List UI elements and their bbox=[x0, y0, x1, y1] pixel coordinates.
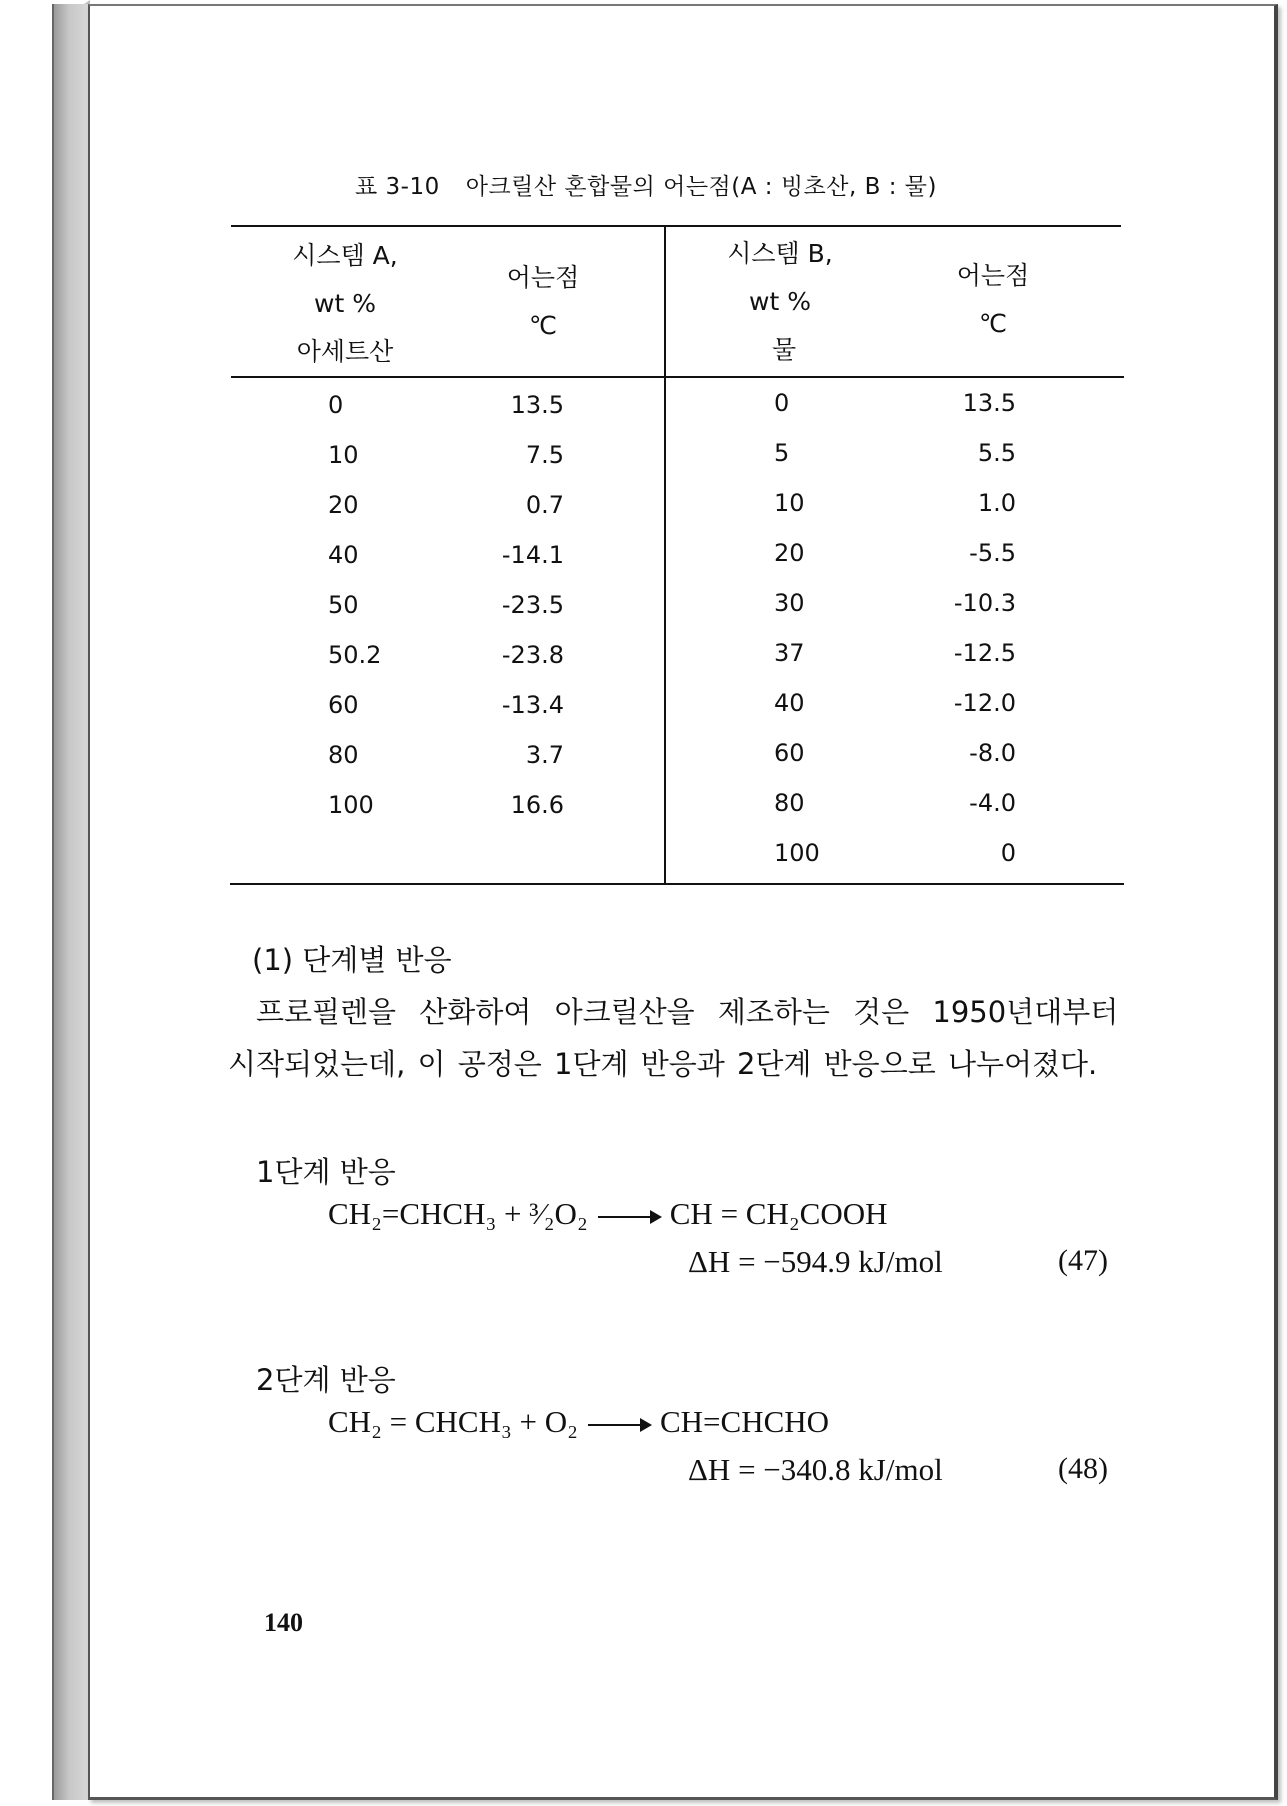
table-cell-b-fp: -10.3 bbox=[953, 589, 1016, 617]
header-system-b-line2: wt % bbox=[749, 287, 811, 316]
step2-enthalpy: ΔH = −340.8 kJ/mol bbox=[688, 1452, 943, 1487]
header-system-b bbox=[700, 230, 860, 374]
table-cell-b-fp: 5.5 bbox=[977, 439, 1016, 467]
header-system-a-line2: wt % bbox=[314, 289, 376, 318]
table-top-rule bbox=[231, 225, 1121, 227]
table-cell-b-wt: 30 bbox=[774, 589, 805, 617]
paragraph-line-2: 시작되었는데, 이 공정은 1단계 반응과 2단계 반응으로 나누어졌다. bbox=[228, 1047, 1098, 1081]
table-cell-b-wt: 60 bbox=[774, 739, 805, 767]
table-cell-a-wt: 0 bbox=[328, 391, 344, 419]
table-cell-a-fp: -13.4 bbox=[501, 691, 564, 719]
table-cell-a-fp: -23.8 bbox=[501, 641, 564, 669]
step2-equation bbox=[328, 1404, 829, 1440]
header-system-a-line1: 시스템 A, bbox=[292, 241, 398, 270]
table-cell-b-wt: 20 bbox=[774, 539, 805, 567]
table-cell-b-fp: -8.0 bbox=[969, 739, 1016, 767]
step2-equation-number: (48) bbox=[1058, 1452, 1108, 1485]
table-cell-a-wt: 20 bbox=[328, 491, 359, 519]
table-cell-a-wt: 100 bbox=[328, 791, 374, 819]
header-system-a bbox=[270, 232, 420, 376]
reaction-arrow-icon bbox=[588, 1424, 650, 1426]
step1-equation-number: (47) bbox=[1058, 1244, 1108, 1277]
header-system-b-line1: 시스템 B, bbox=[727, 239, 833, 268]
table-cell-b-fp: 0 bbox=[1000, 839, 1016, 867]
table-bottom-rule bbox=[230, 883, 1124, 885]
step2-rhs: CH=CHCHO bbox=[659, 1404, 830, 1439]
table-cell-a-wt: 60 bbox=[328, 691, 359, 719]
step1-equation bbox=[328, 1196, 888, 1232]
header-fp-a-line2: ℃ bbox=[528, 311, 558, 340]
table-cell-b-wt: 80 bbox=[774, 789, 805, 817]
step2-lhs: CH₂ = CHCH₃ + O₂ bbox=[328, 1404, 578, 1439]
table-cell-a-wt: 40 bbox=[328, 541, 359, 569]
table-caption-title: 아크릴산 혼합물의 어는점(A : 빙초산, B : 물) bbox=[465, 174, 937, 200]
table-cell-b-wt: 5 bbox=[774, 439, 790, 467]
step1-enthalpy: ΔH = −594.9 kJ/mol bbox=[688, 1244, 943, 1279]
table-cell-b-fp: 13.5 bbox=[962, 389, 1016, 417]
page-number: 140 bbox=[264, 1608, 303, 1637]
table-cell-b-wt: 10 bbox=[774, 489, 805, 517]
reaction-arrow-icon bbox=[598, 1216, 660, 1218]
table-cell-a-wt: 10 bbox=[328, 441, 359, 469]
table-cell-b-fp: -12.0 bbox=[953, 689, 1016, 717]
header-fp-a-line1: 어는점 bbox=[506, 263, 580, 292]
table-cell-b-fp: -4.0 bbox=[969, 789, 1016, 817]
step2-label: 2단계 반응 bbox=[256, 1363, 396, 1397]
header-fp-b bbox=[928, 252, 1058, 348]
header-fp-a bbox=[478, 254, 608, 350]
step1-label: 1단계 반응 bbox=[256, 1155, 396, 1189]
table-caption bbox=[355, 168, 937, 201]
table-caption-number: 표 3-10 bbox=[355, 174, 440, 200]
table-center-divider bbox=[664, 226, 666, 884]
table-cell-b-fp: -12.5 bbox=[953, 639, 1016, 667]
table-cell-a-wt: 50.2 bbox=[328, 641, 382, 669]
table-cell-a-fp: -23.5 bbox=[501, 591, 564, 619]
step1-lhs: CH₂=CHCH₃ + ³⁄₂O₂ bbox=[328, 1196, 588, 1231]
table-cell-b-wt: 0 bbox=[774, 389, 790, 417]
table-cell-b-wt: 40 bbox=[774, 689, 805, 717]
header-fp-b-line2: ℃ bbox=[978, 309, 1008, 338]
table-cell-a-wt: 80 bbox=[328, 741, 359, 769]
header-fp-b-line1: 어는점 bbox=[956, 261, 1030, 290]
table-cell-a-fp: 16.6 bbox=[510, 791, 564, 819]
header-system-a-line3: 아세트산 bbox=[296, 337, 394, 366]
table-cell-a-fp: 13.5 bbox=[510, 391, 564, 419]
table-cell-a-wt: 50 bbox=[328, 591, 359, 619]
book-spine bbox=[52, 4, 92, 1800]
section-title: (1) 단계별 반응 bbox=[252, 943, 452, 977]
book-page bbox=[88, 4, 1278, 1800]
table-cell-a-fp: 7.5 bbox=[525, 441, 564, 469]
table-cell-a-fp: 0.7 bbox=[525, 491, 564, 519]
header-system-b-line3: 물 bbox=[772, 335, 797, 364]
table-cell-a-fp: -14.1 bbox=[501, 541, 564, 569]
table-cell-b-fp: -5.5 bbox=[969, 539, 1016, 567]
step1-rhs: CH = CH₂COOH bbox=[669, 1196, 888, 1231]
table-cell-b-wt: 100 bbox=[774, 839, 820, 867]
paragraph-line-1: 프로필렌을 산화하여 아크릴산을 제조하는 것은 1950년대부터 bbox=[256, 995, 1119, 1029]
table-cell-b-wt: 37 bbox=[774, 639, 805, 667]
table-cell-b-fp: 1.0 bbox=[977, 489, 1016, 517]
table-cell-a-fp: 3.7 bbox=[525, 741, 564, 769]
